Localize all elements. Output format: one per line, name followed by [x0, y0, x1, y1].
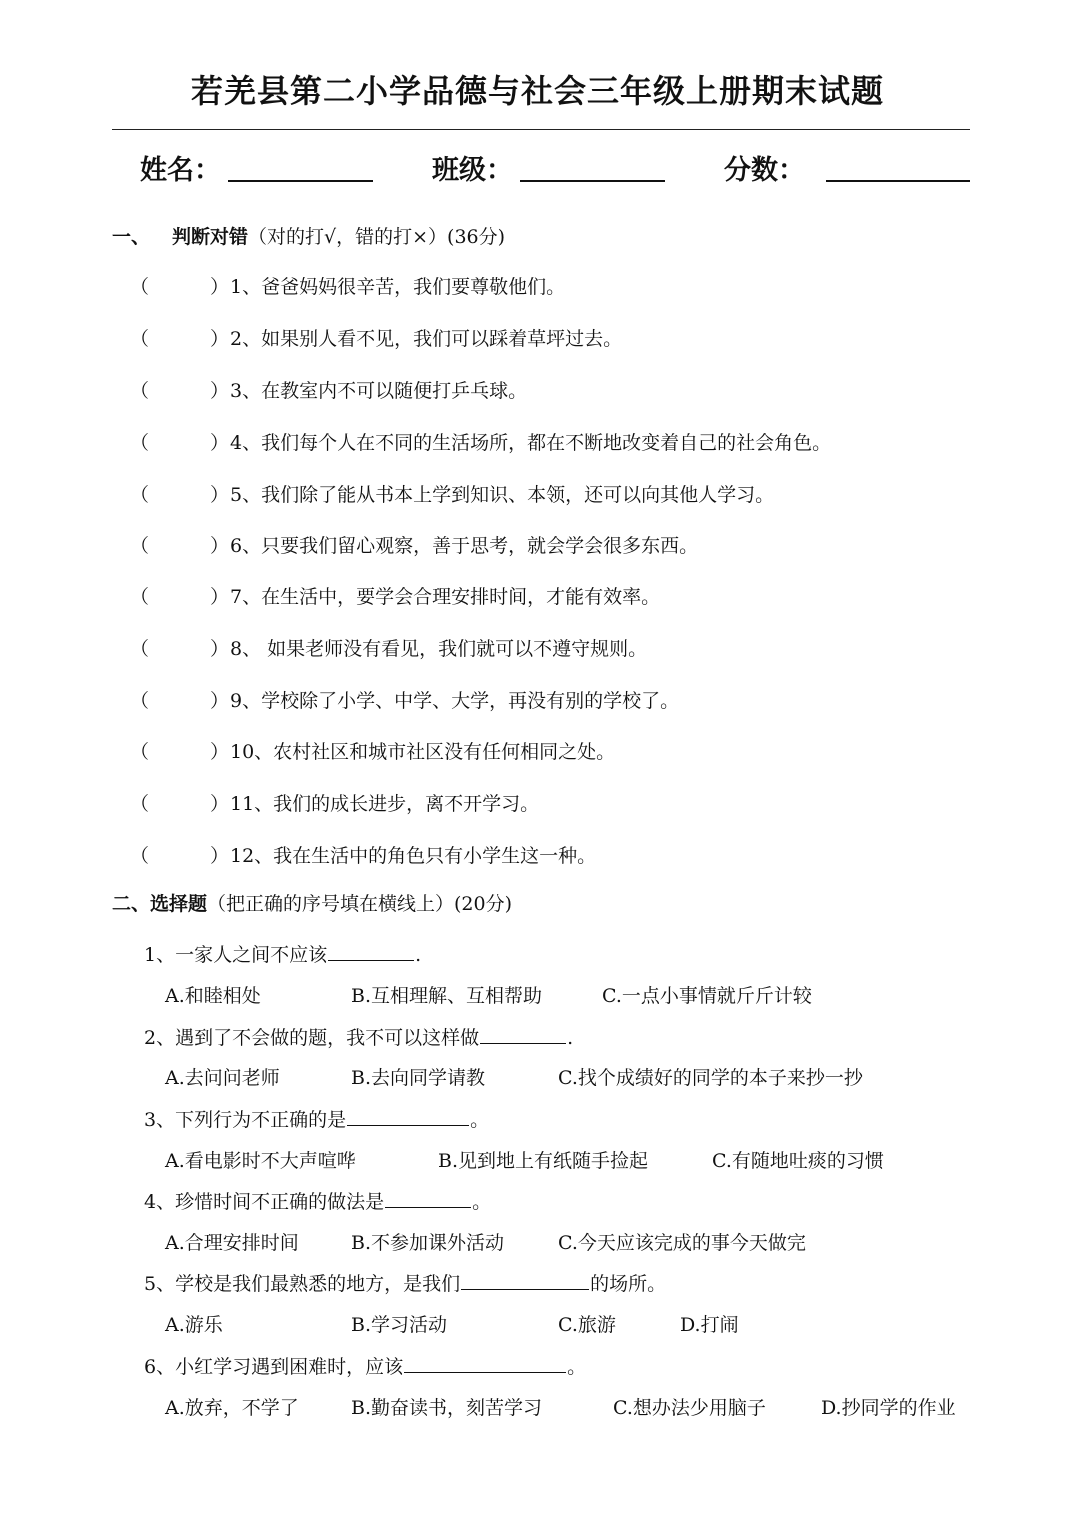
- question-tail: 。: [472, 1191, 492, 1213]
- choice-option: B.去向同学请教: [351, 1067, 486, 1089]
- question-tail: 。: [470, 1109, 490, 1131]
- choice-option: A.去问问老师: [165, 1067, 280, 1089]
- question-tail: 。: [567, 1356, 587, 1378]
- statement-text: 2、如果别人看不见，我们可以踩着草坪过去。: [230, 328, 623, 350]
- choice-option: B.见到地上有纸随手捡起: [438, 1150, 649, 1172]
- answer-blank[interactable]: [461, 1271, 589, 1290]
- answer-paren-close: ）: [210, 586, 230, 608]
- choice-option: B.学习活动: [351, 1314, 448, 1336]
- statement-text: 1、爸爸妈妈很辛苦，我们要尊敬他们。: [230, 276, 566, 298]
- choice-question: [144, 1352, 586, 1379]
- answer-paren-close: ）: [210, 276, 230, 298]
- answer-paren-open[interactable]: （: [130, 328, 150, 350]
- statement-text: 8、 如果老师没有看见，我们就可以不遵守规则。: [230, 638, 648, 660]
- answer-paren-close: ）: [210, 328, 230, 350]
- choice-question: [144, 1023, 573, 1050]
- answer-paren-open[interactable]: （: [130, 535, 150, 557]
- answer-blank[interactable]: [385, 1189, 471, 1208]
- answer-blank[interactable]: [328, 942, 414, 961]
- answer-blank[interactable]: [347, 1107, 469, 1126]
- choice-option: C.想办法少用脑子: [613, 1397, 766, 1419]
- question-text: 5、学校是我们最熟悉的地方，是我们: [144, 1273, 461, 1295]
- score-blank[interactable]: [826, 180, 970, 182]
- section2-heading: [112, 889, 512, 916]
- question-tail: 的场所。: [590, 1273, 667, 1295]
- section1-note: （对的打√，错的打×）(36分): [248, 226, 506, 248]
- section2-note: （把正确的序号填在横线上）(20分): [207, 893, 513, 915]
- answer-paren-open[interactable]: （: [130, 793, 150, 815]
- question-text: 4、珍惜时间不正确的做法是: [144, 1191, 385, 1213]
- choice-option: B.不参加课外活动: [351, 1232, 505, 1254]
- section2-title: 二、选择题: [112, 893, 208, 915]
- score-field: [724, 148, 805, 184]
- question-text: 2、遇到了不会做的题，我不可以这样做: [144, 1027, 480, 1049]
- answer-paren-open[interactable]: （: [130, 586, 150, 608]
- statement-text: 5、我们除了能从书本上学到知识、本领，还可以向其他人学习。: [230, 484, 775, 506]
- choice-question: [144, 940, 421, 967]
- title-divider: [112, 129, 970, 130]
- choice-option: C.一点小事情就斤斤计较: [602, 985, 812, 1007]
- exam-title: 若羌县第二小学品德与社会三年级上册期末试题: [190, 72, 884, 110]
- class-blank[interactable]: [520, 180, 665, 182]
- choice-option: A.和睦相处: [165, 985, 261, 1007]
- choice-question: [144, 1187, 491, 1214]
- choice-option: C.旅游: [558, 1314, 616, 1336]
- question-tail: .: [567, 1027, 574, 1049]
- answer-blank[interactable]: [404, 1354, 566, 1373]
- choice-option: C.找个成绩好的同学的本子来抄一抄: [558, 1067, 863, 1089]
- question-text: 6、小红学习遇到困难时，应该: [144, 1356, 404, 1378]
- answer-paren-close: ）: [210, 638, 230, 660]
- statement-text: 6、只要我们留心观察，善于思考，就会学会很多东西。: [230, 535, 699, 557]
- answer-paren-open[interactable]: （: [130, 380, 150, 402]
- statement-text: 3、在教室内不可以随便打乒乓球。: [230, 380, 528, 402]
- choice-option: C.今天应该完成的事今天做完: [558, 1232, 806, 1254]
- score-label: 分数：: [724, 155, 805, 186]
- name-label: 姓名：: [140, 155, 221, 186]
- choice-option: A.放弃，不学了: [165, 1397, 299, 1419]
- answer-paren-close: ）: [210, 793, 230, 815]
- answer-paren-close: ）: [210, 484, 230, 506]
- statement-text: 4、我们每个人在不同的生活场所，都在不断地改变着自己的社会角色。: [230, 432, 832, 454]
- answer-paren-close: ）: [210, 535, 230, 557]
- question-text: 3、下列行为不正确的是: [144, 1109, 347, 1131]
- name-blank[interactable]: [228, 180, 373, 182]
- answer-paren-close: ）: [210, 690, 230, 712]
- question-text: 1、一家人之间不应该: [144, 944, 328, 966]
- answer-paren-close: ）: [210, 845, 230, 867]
- section1-number: 一、: [112, 226, 151, 248]
- answer-paren-open[interactable]: （: [130, 432, 150, 454]
- class-label: 班级：: [432, 155, 513, 186]
- answer-paren-close: ）: [210, 741, 230, 763]
- statement-text: 12、我在生活中的角色只有小学生这一种。: [230, 845, 597, 867]
- question-tail: .: [415, 944, 422, 966]
- section1-heading: [112, 222, 505, 249]
- choice-option: B.互相理解、互相帮助: [351, 985, 543, 1007]
- choice-option: D.抄同学的作业: [821, 1397, 956, 1419]
- answer-paren-close: ）: [210, 380, 230, 402]
- choice-option: C.有随地吐痰的习惯: [712, 1150, 884, 1172]
- class-field: [432, 148, 513, 184]
- answer-paren-open[interactable]: （: [130, 690, 150, 712]
- answer-paren-open[interactable]: （: [130, 484, 150, 506]
- name-field: [140, 148, 221, 184]
- choice-question: [144, 1269, 666, 1296]
- statement-text: 7、在生活中，要学会合理安排时间，才能有效率。: [230, 586, 661, 608]
- statement-text: 10、农村社区和城市社区没有任何相同之处。: [230, 741, 616, 763]
- choice-question: [144, 1105, 489, 1132]
- choice-option: A.看电影时不大声喧哗: [165, 1150, 356, 1172]
- statement-text: 11、我们的成长进步，离不开学习。: [230, 793, 540, 815]
- section1-title: 判断对错: [172, 226, 249, 248]
- choice-option: B.勤奋读书，刻苦学习: [351, 1397, 543, 1419]
- answer-blank[interactable]: [480, 1025, 566, 1044]
- choice-option: A.游乐: [165, 1314, 223, 1336]
- choice-option: D.打闹: [680, 1314, 739, 1336]
- answer-paren-open[interactable]: （: [130, 276, 150, 298]
- statement-text: 9、学校除了小学、中学、大学，再没有别的学校了。: [230, 690, 680, 712]
- answer-paren-open[interactable]: （: [130, 638, 150, 660]
- answer-paren-open[interactable]: （: [130, 741, 150, 763]
- answer-paren-close: ）: [210, 432, 230, 454]
- answer-paren-open[interactable]: （: [130, 845, 150, 867]
- choice-option: A.合理安排时间: [165, 1232, 299, 1254]
